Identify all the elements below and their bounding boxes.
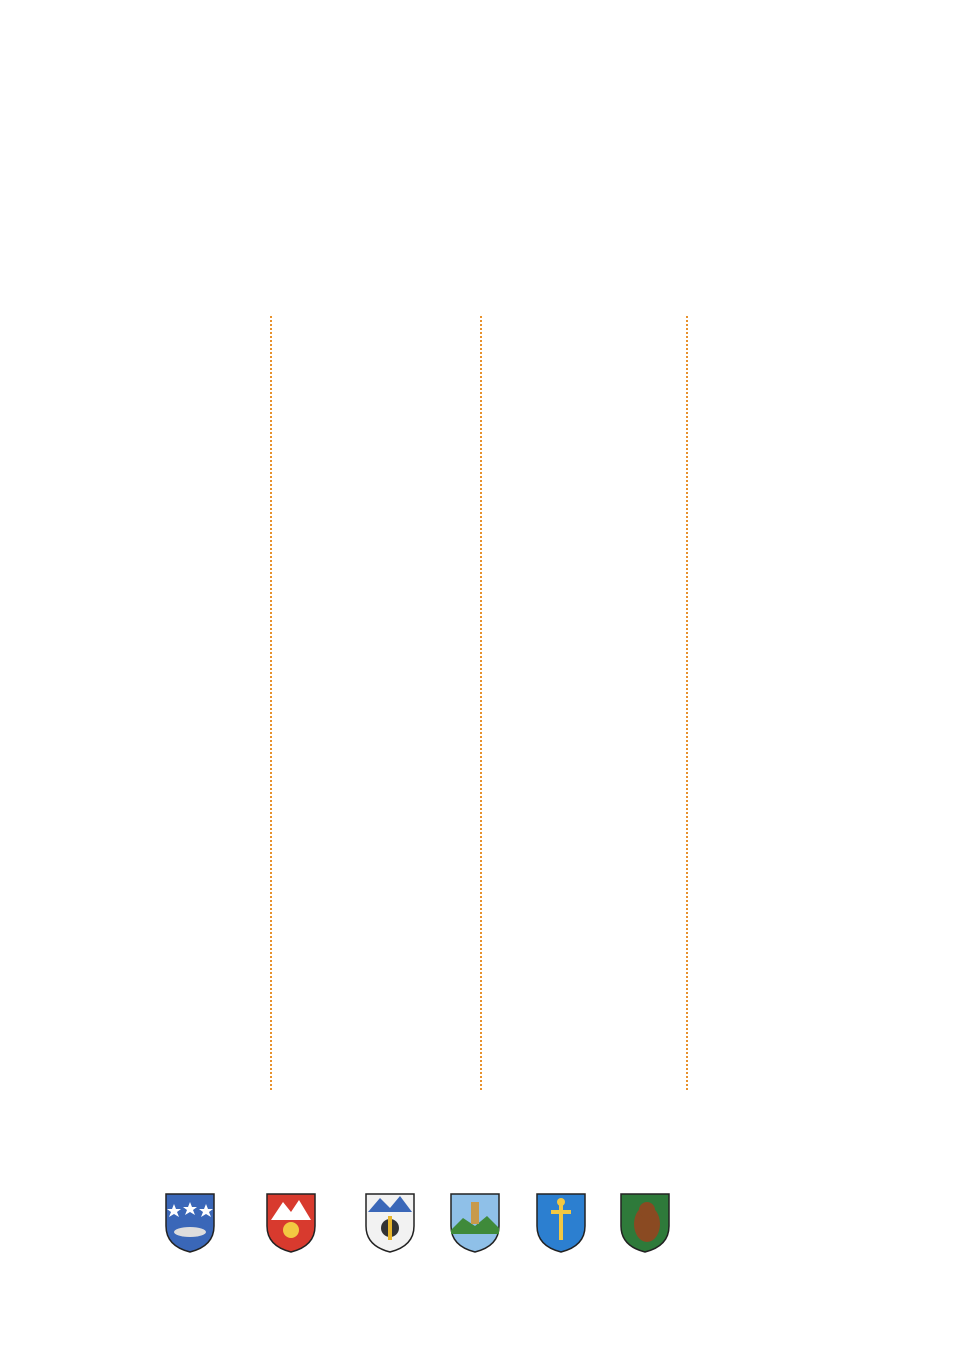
logo-poronin	[600, 1190, 690, 1254]
coat-of-arms-bukowina-icon	[263, 1190, 319, 1254]
logo-bukowina	[246, 1190, 336, 1254]
coat-of-arms-bialy-dunajec-icon	[162, 1190, 218, 1254]
column-divider	[686, 316, 688, 1090]
logo-powiat	[345, 1190, 435, 1254]
column-divider	[480, 316, 482, 1090]
coat-of-arms-powiat-icon	[362, 1190, 418, 1254]
logo-bialy-dunajec	[145, 1190, 235, 1254]
coat-of-arms-koscielisko-icon	[447, 1190, 503, 1254]
coat-of-arms-zakopane-icon	[533, 1190, 589, 1254]
column-divider	[270, 316, 272, 1090]
logo-koscielisko	[430, 1190, 520, 1254]
logo-zakopane	[516, 1190, 606, 1254]
coat-of-arms-poronin-icon	[617, 1190, 673, 1254]
